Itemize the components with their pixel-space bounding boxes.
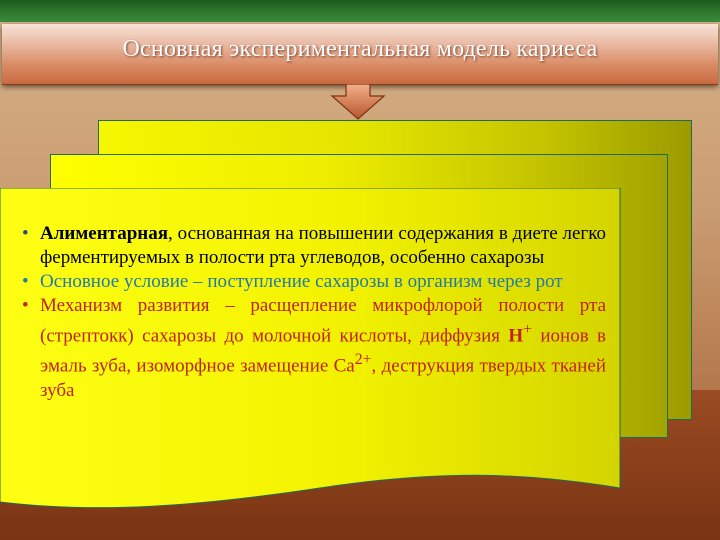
bullet-main-condition (22, 270, 606, 294)
bullet-list (22, 222, 606, 403)
title-bar (2, 24, 718, 85)
bullet-mechanism-text-2: ионов в эмаль зуба, изоморфное замещение (40, 325, 607, 377)
bullet-mechanism-text-1: Механизм развития – расщепление микрофлорой полости рта (стрептокк) сахарозы до молочной кислоты, диффузия (40, 295, 606, 347)
bullet-main-condition-text: Основное условие – поступление сахарозы в организм через рот (40, 271, 563, 292)
hydrogen-ion-symbol: H (508, 325, 524, 347)
calcium-ion-charge: 2+ (354, 351, 372, 369)
bullet-alimentary (22, 222, 606, 270)
slide-title: Основная экспериментальная модель кариеса (122, 36, 598, 62)
bullet-mechanism-text-3: , деструкция твердых тканей зуба (40, 355, 606, 401)
hydrogen-ion-charge: + (523, 321, 533, 338)
top-band (0, 0, 720, 22)
down-arrow-icon (330, 84, 386, 120)
bullet-alimentary-text: , основанная на повышении содержания в диете легко ферментируемых в полости рта углеводов, особенно сахарозы (40, 223, 606, 268)
bullet-alimentary-heading: Алиментарная (40, 223, 169, 244)
bullet-mechanism (22, 294, 606, 403)
calcium-ion-symbol: Ca (333, 355, 355, 377)
